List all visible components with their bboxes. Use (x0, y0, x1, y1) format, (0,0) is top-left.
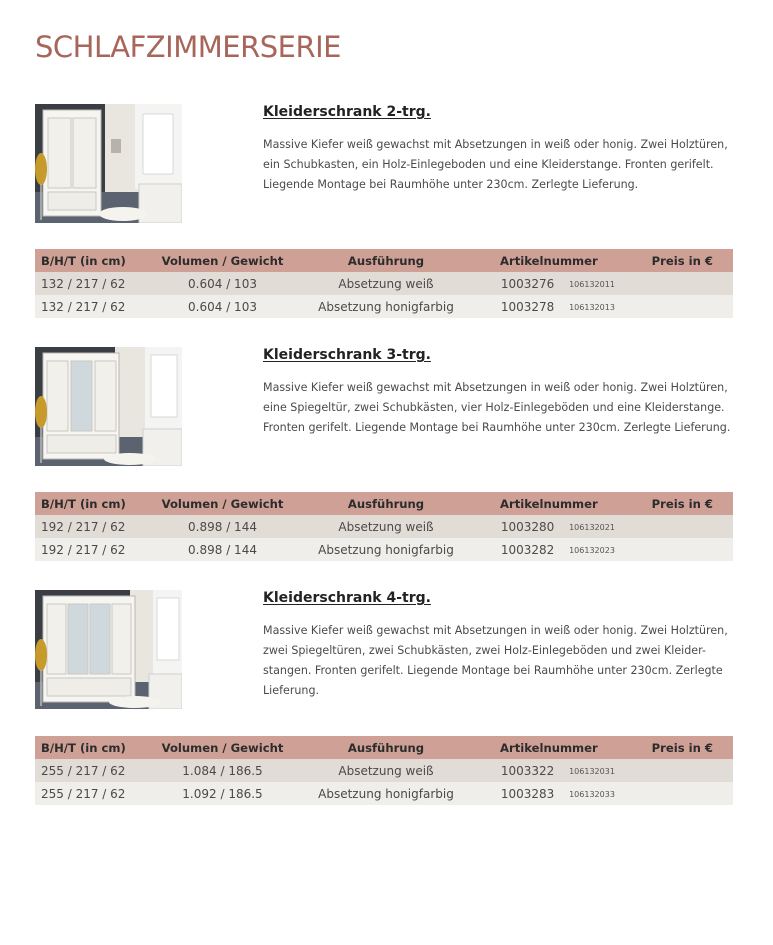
header-finish: Ausführung (301, 249, 471, 272)
header-volume-weight: Volumen / Gewicht (144, 736, 301, 759)
cell-article-number (471, 515, 628, 538)
product-title: Kleiderschrank 2-trg. (263, 104, 431, 120)
cell-dimensions: 255 / 217 / 62 (35, 782, 144, 805)
cell-volume-weight: 0.898 / 144 (144, 538, 301, 561)
cell-price (628, 759, 733, 782)
article-number: 1003322 (500, 763, 555, 778)
header-volume-weight: Volumen / Gewicht (144, 249, 301, 272)
spec-table-4trg (35, 736, 733, 805)
cell-article-number (471, 272, 628, 295)
cell-volume-weight: 0.898 / 144 (144, 515, 301, 538)
wardrobe-2-door-image (35, 104, 182, 223)
header-finish: Ausführung (301, 736, 471, 759)
article-subnumber: 106132031 (569, 766, 615, 776)
table-header-row (35, 492, 733, 515)
header-volume-weight: Volumen / Gewicht (144, 492, 301, 515)
product-title: Kleiderschrank 3-trg. (263, 347, 431, 363)
header-article-number: Artikelnummer (471, 492, 628, 515)
cell-price (628, 538, 733, 561)
cell-finish: Absetzung honigfarbig (301, 295, 471, 318)
product-description: Massive Kiefer weiß gewachst mit Absetzungen in weiß oder honig. Zwei Holztüren, eine Spiegeltür, zwei Schubkästen, vier Holz-Einlegeböden und eine Kleiderstange. Fronten gerifelt. Liegende Montage bei Raumhöhe unter 230cm. Zerlegte Lieferung. (263, 381, 731, 434)
cell-dimensions: 132 / 217 / 62 (35, 295, 144, 318)
cell-finish: Absetzung honigfarbig (301, 538, 471, 561)
article-subnumber: 106132013 (569, 302, 615, 312)
cell-dimensions: 192 / 217 / 62 (35, 538, 144, 561)
table-header-row (35, 736, 733, 759)
cell-dimensions: 132 / 217 / 62 (35, 272, 144, 295)
cell-article-number (471, 782, 628, 805)
article-subnumber: 106132033 (569, 789, 615, 799)
cell-finish: Absetzung honigfarbig (301, 782, 471, 805)
article-number: 1003282 (500, 542, 555, 557)
cell-price (628, 272, 733, 295)
table-row (35, 272, 733, 295)
article-number: 1003280 (500, 519, 555, 534)
table-row (35, 538, 733, 561)
cell-article-number (471, 295, 628, 318)
cell-volume-weight: 0.604 / 103 (144, 272, 301, 295)
product-description: Massive Kiefer weiß gewachst mit Absetzungen in weiß oder honig. Zwei Holztüren, zwei Spiegeltüren, zwei Schubkästen, zwei Holz-Einlegeböden und zwei Kleider-stangen. Fronten gerifelt. Liegende Montage bei Raumhöhe unter 230cm. Zerlegte Lieferung. (263, 624, 728, 697)
article-number: 1003278 (500, 299, 555, 314)
wardrobe-4-door-image (35, 590, 182, 709)
header-dimensions: B/H/T (in cm) (35, 492, 144, 515)
article-number: 1003283 (500, 786, 555, 801)
header-price: Preis in € (628, 736, 733, 759)
cell-volume-weight: 1.092 / 186.5 (144, 782, 301, 805)
table-row (35, 759, 733, 782)
article-number: 1003276 (500, 276, 555, 291)
header-article-number: Artikelnummer (471, 736, 628, 759)
header-finish: Ausführung (301, 492, 471, 515)
table-header-row (35, 249, 733, 272)
page-title: SCHLAFZIMMERSERIE (35, 30, 341, 64)
product-description: Massive Kiefer weiß gewachst mit Absetzungen in weiß oder honig. Zwei Holztüren, ein Schubkasten, ein Holz-Einlegeboden und eine Kleiderstange. Fronten gerifelt. Liegende Montage bei Raumhöhe unter 230cm. Zerlegte Lieferung. (263, 138, 728, 191)
cell-finish: Absetzung weiß (301, 515, 471, 538)
article-subnumber: 106132023 (569, 545, 615, 555)
cell-volume-weight: 0.604 / 103 (144, 295, 301, 318)
cell-price (628, 295, 733, 318)
cell-dimensions: 192 / 217 / 62 (35, 515, 144, 538)
spec-table-3trg (35, 492, 733, 561)
cell-price (628, 782, 733, 805)
table-row (35, 782, 733, 805)
cell-article-number (471, 538, 628, 561)
wardrobe-3-door-image (35, 347, 182, 466)
header-price: Preis in € (628, 492, 733, 515)
cell-dimensions: 255 / 217 / 62 (35, 759, 144, 782)
header-dimensions: B/H/T (in cm) (35, 249, 144, 272)
cell-price (628, 515, 733, 538)
article-subnumber: 106132011 (569, 279, 615, 289)
article-subnumber: 106132021 (569, 522, 615, 532)
table-row (35, 295, 733, 318)
cell-article-number (471, 759, 628, 782)
cell-volume-weight: 1.084 / 186.5 (144, 759, 301, 782)
product-title: Kleiderschrank 4-trg. (263, 590, 431, 606)
table-row (35, 515, 733, 538)
header-price: Preis in € (628, 249, 733, 272)
cell-finish: Absetzung weiß (301, 272, 471, 295)
header-article-number: Artikelnummer (471, 249, 628, 272)
spec-table-2trg (35, 249, 733, 318)
header-dimensions: B/H/T (in cm) (35, 736, 144, 759)
cell-finish: Absetzung weiß (301, 759, 471, 782)
